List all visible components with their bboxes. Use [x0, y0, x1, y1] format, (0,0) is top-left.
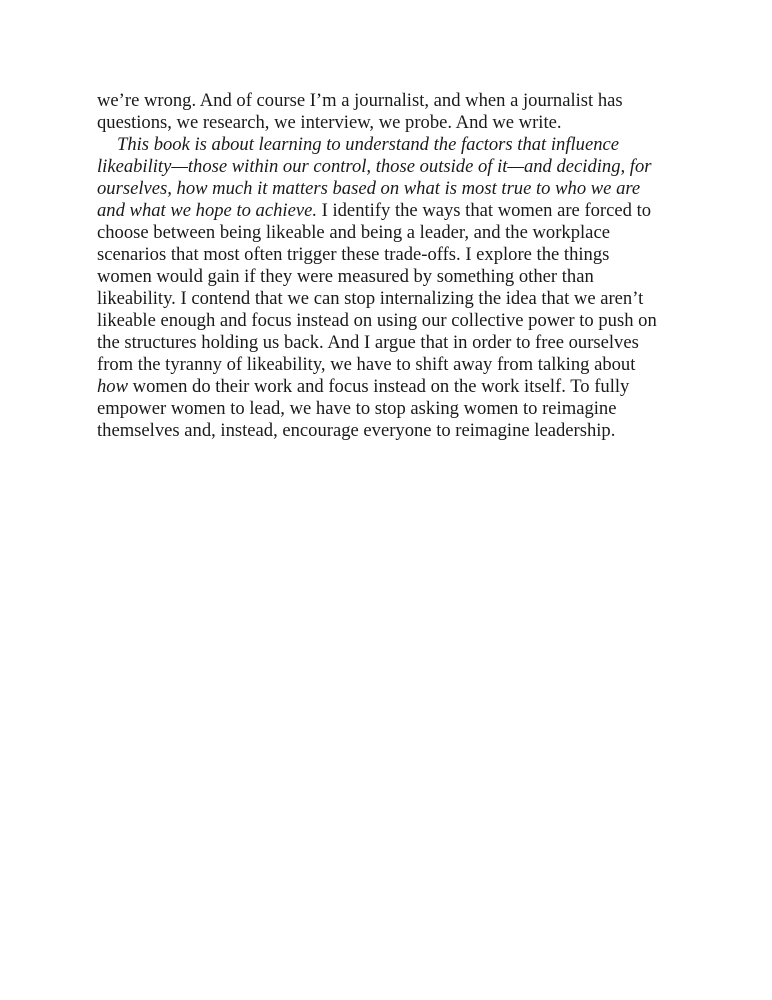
text-segment: I identify the ways that women are forced to: [316, 200, 652, 221]
text-line: [97, 90, 687, 112]
text-line: [97, 266, 687, 288]
italic-text-segment: likeability—those within our control, those outside of it—and deciding, for: [97, 156, 652, 177]
text-segment: likeability. I contend that we can stop internalizing the idea that we aren’t: [97, 288, 644, 309]
text-line: [97, 288, 687, 310]
text-line: [97, 200, 687, 222]
text-segment: women do their work and focus instead on the work itself. To fully: [128, 376, 630, 397]
text-segment: scenarios that most often trigger these trade-offs. I explore the things: [97, 244, 610, 265]
text-line: [97, 376, 687, 398]
italic-text-segment: This book is about learning to understand the factors that influence: [117, 134, 620, 155]
text-segment: from the tyranny of likeability, we have to shift away from talking about: [97, 354, 636, 375]
text-segment: likeable enough and focus instead on using our collective power to push on: [97, 310, 657, 331]
text-line: [97, 420, 687, 442]
italic-text-segment: and what we hope to achieve.: [97, 200, 317, 221]
text-segment: themselves and, instead, encourage everyone to reimagine leadership.: [97, 420, 616, 441]
paragraph-first-line: [97, 134, 687, 156]
italic-text-segment: ourselves, how much it matters based on what is most true to who we are: [97, 178, 641, 199]
text-segment: the structures holding us back. And I argue that in order to free ourselves: [97, 332, 639, 353]
body-text: [97, 90, 687, 442]
text-line: [97, 156, 687, 178]
text-line: [97, 310, 687, 332]
text-line: [97, 244, 687, 266]
italic-text-segment: how: [97, 376, 128, 397]
text-segment: questions, we research, we interview, we probe. And we write.: [97, 112, 562, 133]
text-line: [97, 398, 687, 420]
text-segment: choose between being likeable and being a leader, and the workplace: [97, 222, 610, 243]
text-line: [97, 112, 687, 134]
text-segment: we’re wrong. And of course I’m a journalist, and when a journalist has: [97, 90, 623, 111]
text-line: [97, 178, 687, 200]
text-line: [97, 332, 687, 354]
text-segment: empower women to lead, we have to stop asking women to reimagine: [97, 398, 617, 419]
text-line: [97, 354, 687, 376]
text-line: [97, 222, 687, 244]
text-segment: women would gain if they were measured by something other than: [97, 266, 594, 287]
